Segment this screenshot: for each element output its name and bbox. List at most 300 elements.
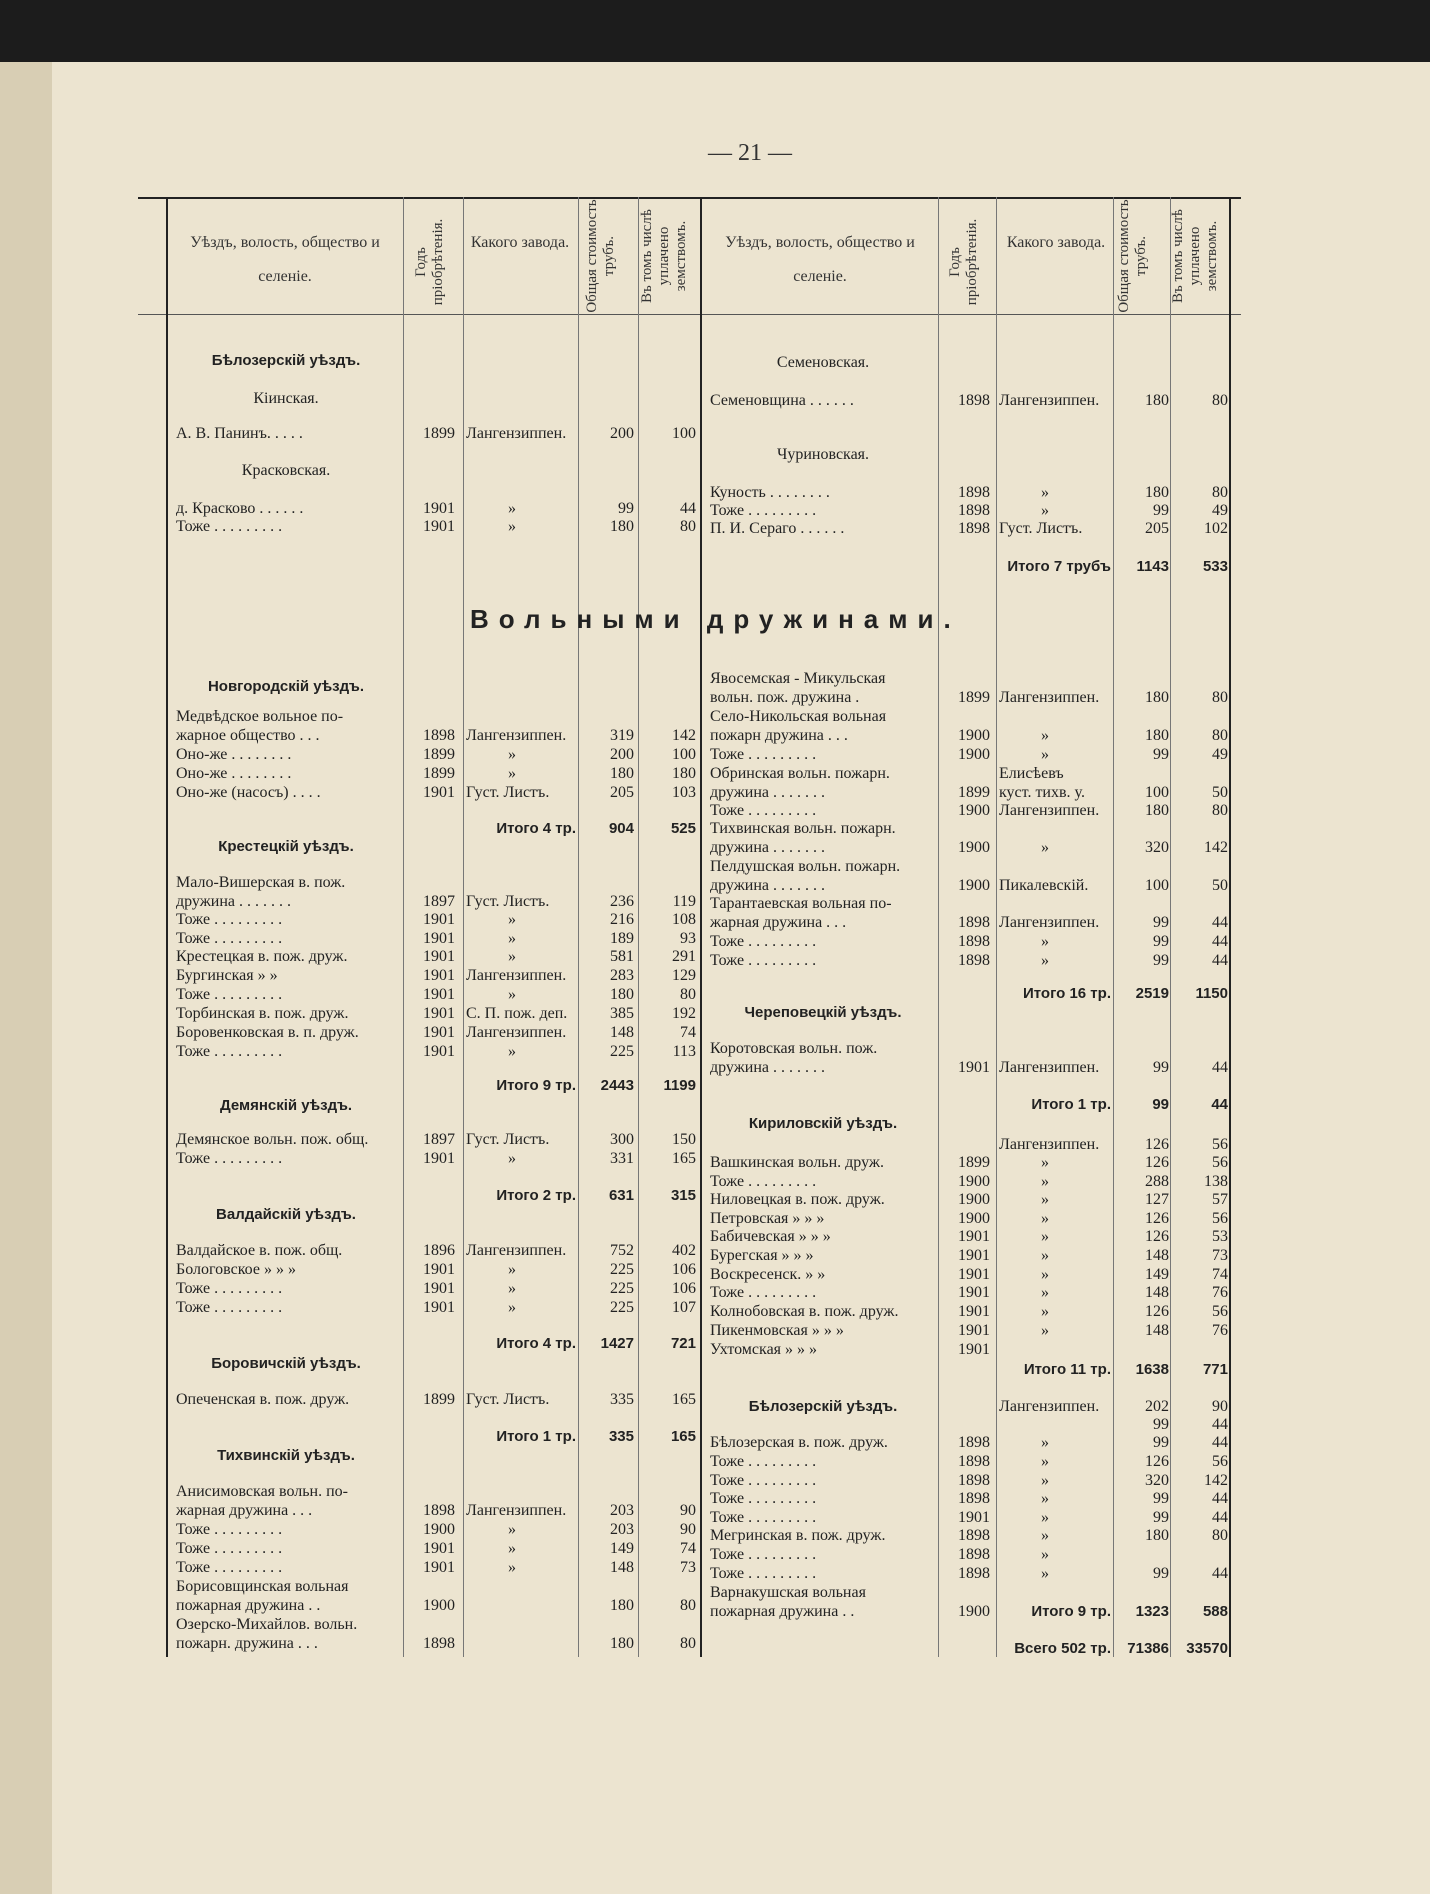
row-paid: 73	[680, 1559, 696, 1576]
row-year: 1901	[423, 986, 455, 1003]
header-paid-right: Въ томъ числѣ уплачено земствомъ.	[1170, 209, 1220, 303]
row-paid: 80	[680, 518, 696, 535]
row-factory: Густ. Листъ.	[466, 893, 550, 910]
row-factory: Лангензиппен.	[466, 1242, 567, 1259]
row-factory: »	[508, 1540, 516, 1557]
total-paid: 44	[1211, 1096, 1228, 1113]
row-name: Тоже . . . . . . . . .	[710, 1173, 817, 1190]
district-heading: Кириловскій уѣздъ.	[748, 1115, 898, 1132]
row-year: 1901	[958, 1247, 990, 1264]
row-paid: 129	[672, 967, 696, 984]
row-name: Демянское вольн. пож. общ.	[176, 1131, 369, 1148]
total-label: Итого 2 тр.	[496, 1187, 576, 1204]
row-year: 1900	[958, 1603, 990, 1620]
row-name: Бургинская » »	[176, 967, 278, 984]
row-name: Опеченская в. пож. друж.	[176, 1391, 350, 1408]
row-cost: 331	[610, 1150, 634, 1167]
row-cost: 180	[1145, 727, 1169, 744]
row-year: 1901	[423, 518, 455, 535]
header-cost-left: Общая стоимость трубъ.	[584, 199, 617, 313]
row-cost: 205	[610, 784, 634, 801]
row-year: 1900	[958, 746, 990, 763]
header-year-left: Годъ пріобрѣтенія.	[413, 218, 446, 306]
row-year: 1898	[958, 1434, 990, 1451]
row-cost: 126	[1145, 1136, 1169, 1153]
row-name: Оно-же . . . . . . . .	[176, 746, 292, 763]
row-cost: 180	[610, 518, 634, 535]
row-year: 1900	[958, 839, 990, 856]
row-paid: 56	[1212, 1453, 1228, 1470]
row-year: 1901	[423, 948, 455, 965]
row-name: Борисовщинская вольная	[176, 1578, 349, 1595]
row-year: 1900	[958, 1191, 990, 1208]
row-cost: 99	[618, 500, 634, 517]
row-cost: 189	[610, 930, 634, 947]
total-cost: 1427	[600, 1335, 634, 1352]
total-label: Всего 502 тр.	[1014, 1640, 1111, 1657]
col-rule	[938, 197, 939, 1657]
volost-heading: Чуриновская.	[776, 446, 870, 463]
total-cost: 71386	[1127, 1640, 1169, 1657]
row-factory: »	[1041, 1322, 1049, 1339]
row-factory: Пикалевскій.	[999, 877, 1089, 894]
row-cost: 180	[1145, 689, 1169, 706]
row-year: 1900	[423, 1597, 455, 1614]
row-cost: 752	[610, 1242, 634, 1259]
row-paid: 44	[1212, 933, 1228, 950]
row-name: Явосемская - Микульская	[710, 670, 886, 687]
row-paid: 44	[1212, 1434, 1228, 1451]
total-paid: 165	[670, 1428, 696, 1445]
book-spine	[0, 62, 55, 1894]
row-cost: 335	[610, 1391, 634, 1408]
row-name: Коротовская вольн. пож.	[710, 1040, 878, 1057]
row-name: Пикенмовская » » »	[710, 1322, 844, 1339]
row-name: Тоже . . . . . . . . .	[176, 1559, 283, 1576]
row-name: Бѣлозерская в. пож. друж.	[710, 1434, 888, 1451]
total-paid: 1199	[663, 1077, 696, 1094]
row-year: 1898	[958, 1453, 990, 1470]
row-name: жарная дружина . . .	[176, 1502, 313, 1519]
row-factory: »	[508, 500, 516, 517]
total-paid: 588	[1202, 1603, 1228, 1620]
row-year: 1899	[958, 784, 990, 801]
row-factory: Лангензиппен.	[466, 425, 567, 442]
row-paid: 44	[1212, 952, 1228, 969]
row-name: д. Красково . . . . . .	[176, 500, 304, 517]
total-label: Итого 7 трубъ	[1007, 558, 1111, 575]
row-factory: »	[1041, 952, 1049, 969]
row-paid: 44	[1212, 914, 1228, 931]
row-factory: »	[508, 986, 516, 1003]
row-paid: 56	[1212, 1136, 1228, 1153]
row-factory: »	[1041, 727, 1049, 744]
row-name: Ниловецкая в. пож. друж.	[710, 1191, 885, 1208]
row-name: Ухтомская » » »	[710, 1341, 818, 1358]
district-heading: Валдайскій уѣздъ.	[216, 1206, 356, 1223]
row-cost: 180	[1145, 802, 1169, 819]
header-name-left: Уѣздъ, волость, общество и селеніе.	[190, 234, 380, 285]
row-name: Тоже . . . . . . . . .	[176, 1540, 283, 1557]
row-cost: 148	[1145, 1284, 1169, 1301]
total-label: Итого 9 тр.	[496, 1077, 576, 1094]
volost-heading: Семеновская.	[776, 354, 870, 371]
row-cost: 148	[610, 1024, 634, 1041]
row-factory: »	[1041, 1527, 1049, 1544]
row-year: 1901	[958, 1228, 990, 1245]
row-year: 1901	[423, 1150, 455, 1167]
row-factory: Лангензиппен.	[466, 727, 567, 744]
row-paid: 50	[1212, 784, 1228, 801]
row-name: Тоже . . . . . . . . .	[710, 952, 817, 969]
row-paid: 180	[672, 765, 696, 782]
row-paid: 80	[1212, 689, 1228, 706]
total-cost: 1323	[1135, 1603, 1169, 1620]
row-name: Тарантаевская вольная по-	[710, 895, 892, 912]
row-cost: 283	[610, 967, 634, 984]
row-cost: 100	[1145, 877, 1169, 894]
row-factory: »	[1041, 484, 1049, 501]
row-year: 1898	[958, 1490, 990, 1507]
row-year: 1898	[958, 1472, 990, 1489]
col-rule	[1113, 197, 1114, 1657]
row-name: Тоже . . . . . . . . .	[710, 1509, 817, 1526]
row-cost: 216	[610, 911, 634, 928]
row-name: Валдайское в. пож. общ.	[176, 1242, 343, 1259]
row-cost: 180	[610, 1635, 634, 1652]
col-rule-right-outer	[1229, 197, 1231, 1657]
row-name: Пелдушская вольн. пожарн.	[710, 858, 901, 875]
row-cost: 225	[610, 1280, 634, 1297]
row-name: дружина . . . . . . .	[710, 1059, 825, 1076]
row-paid: 100	[672, 425, 696, 442]
row-factory: »	[508, 1261, 516, 1278]
row-year: 1901	[423, 1024, 455, 1041]
row-name: Воскресенск. » »	[710, 1266, 826, 1283]
row-name: Тоже . . . . . . . . .	[710, 1565, 817, 1582]
total-paid: 525	[670, 820, 696, 837]
row-cost: 99	[1153, 1434, 1169, 1451]
row-year: 1901	[423, 784, 455, 801]
header-cost-right: Общая стоимость трубъ.	[1116, 199, 1149, 313]
row-cost: 180	[610, 986, 634, 1003]
row-name: Тоже . . . . . . . . .	[176, 1150, 283, 1167]
row-year: 1901	[423, 1299, 455, 1316]
row-factory: »	[1041, 1210, 1049, 1227]
col-rule-middle	[700, 197, 702, 1657]
row-year: 1901	[423, 930, 455, 947]
row-year: 1896	[423, 1242, 455, 1259]
row-factory: »	[1041, 1546, 1049, 1563]
row-name: дружина . . . . . . .	[710, 839, 825, 856]
row-year: 1901	[958, 1303, 990, 1320]
row-cost: 180	[1145, 1527, 1169, 1544]
row-factory: »	[1041, 1453, 1049, 1470]
row-paid: 108	[672, 911, 696, 928]
row-cost: 99	[1153, 1059, 1169, 1076]
header-paid-left: Въ томъ числѣ уплачено земствомъ.	[639, 209, 689, 303]
row-factory: »	[508, 911, 516, 928]
row-cost: 99	[1153, 502, 1169, 519]
row-year: 1901	[423, 1280, 455, 1297]
district-heading: Череповецкій уѣздъ.	[744, 1004, 902, 1021]
col-rule-left-outer	[166, 197, 168, 1657]
row-cost: 180	[1145, 392, 1169, 409]
row-year: 1897	[423, 1131, 455, 1148]
row-factory: Лангензиппен.	[466, 967, 567, 984]
row-factory: Лангензиппен.	[999, 392, 1100, 409]
row-name: Обринская вольн. пожарн.	[710, 765, 890, 782]
row-name: Озерско-Михайлов. вольн.	[176, 1616, 358, 1633]
row-year: 1901	[423, 967, 455, 984]
row-cost: 320	[1145, 839, 1169, 856]
row-factory: »	[1041, 502, 1049, 519]
row-factory: Лангензиппен.	[466, 1024, 567, 1041]
row-factory: »	[508, 518, 516, 535]
section-title: Вольными дружинами.	[470, 604, 961, 634]
row-paid: 49	[1212, 746, 1228, 763]
row-cost: 99	[1153, 914, 1169, 931]
row-factory: Лангензиппен.	[999, 914, 1100, 931]
row-paid: 103	[672, 784, 696, 801]
row-name: дружина . . . . . . .	[176, 893, 291, 910]
total-label: Итого 11 тр.	[1023, 1361, 1111, 1378]
row-paid: 56	[1212, 1303, 1228, 1320]
row-factory: »	[508, 1521, 516, 1538]
total-label: Итого 16 тр.	[1022, 985, 1111, 1002]
row-paid: 165	[672, 1391, 696, 1408]
row-factory: Елисѣевъ	[999, 765, 1064, 782]
row-paid: 80	[1212, 392, 1228, 409]
row-name: Колнобовская в. пож. друж.	[710, 1303, 899, 1320]
row-factory: Густ. Листъ.	[466, 1131, 550, 1148]
row-name: Тоже . . . . . . . . .	[710, 933, 817, 950]
row-name: пожарн. дружина . . .	[176, 1635, 318, 1652]
row-factory: »	[1041, 1228, 1049, 1245]
row-paid: 119	[672, 893, 696, 910]
row-cost: 203	[610, 1521, 634, 1538]
row-factory: »	[1041, 1509, 1049, 1526]
row-paid: 90	[680, 1521, 696, 1538]
row-name: Оно-же . . . . . . . .	[176, 765, 292, 782]
row-year: 1901	[958, 1341, 990, 1358]
row-paid: 90	[680, 1502, 696, 1519]
total-label: Итого 9 тр.	[1031, 1603, 1111, 1620]
row-paid: 402	[672, 1242, 696, 1259]
row-year: 1899	[423, 746, 455, 763]
volost-heading: Красковская.	[241, 462, 331, 479]
row-paid: 44	[1212, 1565, 1228, 1582]
row-paid: 165	[672, 1150, 696, 1167]
row-year: 1901	[423, 500, 455, 517]
row-name: Тоже . . . . . . . . .	[176, 911, 283, 928]
row-name: Тоже . . . . . . . . .	[710, 1453, 817, 1470]
row-year: 1898	[958, 502, 990, 519]
district-heading: Бѣлозерскій уѣздъ.	[211, 352, 361, 369]
row-paid: 142	[672, 727, 696, 744]
row-paid: 57	[1212, 1191, 1228, 1208]
row-paid: 90	[1212, 1398, 1228, 1415]
row-name: Анисимовская вольн. по-	[176, 1483, 348, 1500]
total-paid: 771	[1202, 1361, 1228, 1378]
row-year: 1898	[958, 1546, 990, 1563]
row-name: дружина . . . . . . .	[710, 877, 825, 894]
row-cost: 236	[610, 893, 634, 910]
row-factory: »	[1041, 1266, 1049, 1283]
row-paid: 74	[680, 1024, 696, 1041]
total-paid: 1150	[1195, 985, 1228, 1002]
row-year: 1901	[423, 1540, 455, 1557]
row-name: жарная дружина . . .	[710, 914, 847, 931]
col-rule	[578, 197, 579, 1657]
row-cost: 225	[610, 1043, 634, 1060]
row-year: 1900	[958, 727, 990, 744]
row-year: 1899	[958, 689, 990, 706]
row-year: 1901	[423, 1261, 455, 1278]
row-cost: 225	[610, 1261, 634, 1278]
district-heading: Бѣлозерскій уѣздъ.	[748, 1398, 898, 1415]
row-name: Тихвинская вольн. пожарн.	[710, 820, 896, 837]
row-year: 1901	[958, 1059, 990, 1076]
row-paid: 74	[680, 1540, 696, 1557]
row-factory: »	[508, 1299, 516, 1316]
row-cost: 126	[1145, 1303, 1169, 1320]
row-name: Оно-же (насосъ) . . . .	[176, 784, 321, 801]
row-paid: 50	[1212, 877, 1228, 894]
row-name: Тоже . . . . . . . . .	[710, 802, 817, 819]
row-name: Медвѣдское вольное по-	[176, 708, 344, 725]
total-label: Итого 1 тр.	[1031, 1096, 1111, 1113]
row-name: Тоже . . . . . . . . .	[710, 502, 817, 519]
row-paid: 142	[1204, 839, 1228, 856]
row-cost: 202	[1145, 1398, 1169, 1415]
row-cost: 205	[1145, 520, 1169, 537]
row-paid: 106	[672, 1261, 696, 1278]
row-paid: 291	[672, 948, 696, 965]
row-cost: 319	[610, 727, 634, 744]
row-year: 1899	[423, 765, 455, 782]
row-paid: 80	[1212, 727, 1228, 744]
row-factory: »	[1041, 1565, 1049, 1582]
row-paid: 80	[680, 986, 696, 1003]
row-year: 1901	[423, 1559, 455, 1576]
row-name: Торбинская в. пож. друж.	[176, 1005, 349, 1022]
row-factory: »	[1041, 1247, 1049, 1264]
row-factory: С. П. пож. деп.	[466, 1005, 568, 1022]
row-paid: 76	[1212, 1284, 1228, 1301]
row-name: Тоже . . . . . . . . .	[176, 986, 283, 1003]
row-name: вольн. пож. дружина .	[710, 689, 860, 706]
row-factory: »	[1041, 1284, 1049, 1301]
row-paid: 107	[672, 1299, 696, 1316]
row-cost: 126	[1145, 1228, 1169, 1245]
row-cost: 99	[1153, 952, 1169, 969]
total-cost: 2443	[600, 1077, 634, 1094]
row-year: 1898	[423, 727, 455, 744]
row-paid: 44	[680, 500, 696, 517]
row-cost: 385	[610, 1005, 634, 1022]
row-factory: »	[508, 746, 516, 763]
row-year: 1899	[423, 425, 455, 442]
row-paid: 56	[1212, 1154, 1228, 1171]
row-paid: 138	[1204, 1173, 1228, 1190]
row-factory: Лангензиппен.	[999, 1136, 1100, 1153]
row-factory: Лангензиппен.	[999, 1059, 1100, 1076]
page-number: — 21 —	[708, 140, 792, 166]
row-name: Село-Никольская вольная	[710, 708, 887, 725]
row-factory: »	[1041, 1191, 1049, 1208]
district-heading: Боровичскій уѣздъ.	[211, 1355, 361, 1372]
row-factory: »	[1041, 1173, 1049, 1190]
row-name: Варнакушская вольная	[710, 1584, 866, 1601]
row-paid: 80	[1212, 802, 1228, 819]
row-paid: 44	[1212, 1509, 1228, 1526]
row-paid: 113	[672, 1043, 696, 1060]
row-cost: 99	[1153, 1416, 1169, 1433]
row-cost: 180	[1145, 484, 1169, 501]
row-paid: 80	[680, 1635, 696, 1652]
row-cost: 200	[610, 425, 634, 442]
row-name: Мало-Вишерская в. пож.	[176, 874, 346, 891]
row-factory: »	[1041, 1472, 1049, 1489]
header-factory-right: Какого завода.	[1006, 234, 1106, 251]
row-paid: 73	[1212, 1247, 1228, 1264]
total-label: Итого 1 тр.	[496, 1428, 576, 1445]
total-label: Итого 4 тр.	[496, 820, 576, 837]
row-year: 1898	[958, 914, 990, 931]
row-name: Мегринская в. пож. друж.	[710, 1527, 886, 1544]
row-year: 1897	[423, 893, 455, 910]
total-cost: 335	[608, 1428, 634, 1445]
row-year: 1898	[423, 1502, 455, 1519]
total-cost: 1638	[1135, 1361, 1169, 1378]
row-name: Бологовское » » »	[176, 1261, 296, 1278]
row-year: 1898	[958, 1565, 990, 1582]
row-name: Куность . . . . . . . .	[710, 484, 830, 501]
row-cost: 148	[1145, 1322, 1169, 1339]
row-factory: Густ. Листъ.	[466, 784, 550, 801]
col-rule	[463, 197, 464, 1657]
row-cost: 288	[1145, 1173, 1169, 1190]
row-year: 1898	[958, 392, 990, 409]
row-factory: Лангензиппен.	[999, 689, 1100, 706]
row-paid: 76	[1212, 1322, 1228, 1339]
row-paid: 74	[1212, 1266, 1228, 1283]
row-paid: 56	[1212, 1210, 1228, 1227]
row-name: Крестецкая в. пож. друж.	[176, 948, 348, 965]
row-factory: »	[508, 1150, 516, 1167]
row-cost: 99	[1153, 1565, 1169, 1582]
total-paid: 721	[670, 1335, 696, 1352]
row-paid: 80	[1212, 1527, 1228, 1544]
row-paid: 142	[1204, 1472, 1228, 1489]
total-cost: 99	[1152, 1096, 1169, 1113]
row-name: Боровенковская в. п. друж.	[176, 1024, 359, 1041]
district-heading: Новгородскій уѣздъ.	[207, 678, 365, 695]
row-factory: »	[1041, 839, 1049, 856]
row-factory: Лангензиппен.	[466, 1502, 567, 1519]
row-factory: »	[1041, 1154, 1049, 1171]
row-factory: »	[508, 765, 516, 782]
row-paid: 93	[680, 930, 696, 947]
row-name: Тоже . . . . . . . . .	[710, 1546, 817, 1563]
row-name: Петровская » » »	[710, 1210, 825, 1227]
row-year: 1901	[423, 1043, 455, 1060]
row-cost: 180	[610, 1597, 634, 1614]
total-cost: 1143	[1136, 558, 1169, 575]
row-paid: 150	[672, 1131, 696, 1148]
row-cost: 180	[610, 765, 634, 782]
